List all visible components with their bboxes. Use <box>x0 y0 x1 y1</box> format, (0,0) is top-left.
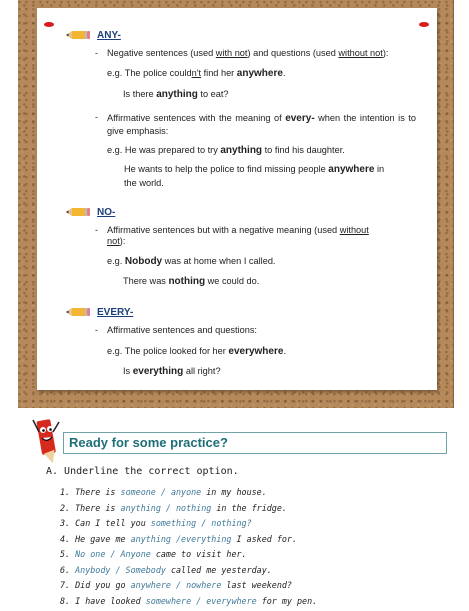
rule-text: Negative sentences (used with not) and questions (used without not): <box>107 48 389 58</box>
exercise-options[interactable]: anything / nothing <box>120 502 212 513</box>
exercise-text: I asked for. <box>231 533 298 544</box>
exercise-number: 2. <box>60 502 76 513</box>
exercise-text: came to visit her. <box>150 549 247 559</box>
pencil-icon <box>66 30 90 40</box>
example-sentence: e.g. He was prepared to try anything to find his daughter. <box>107 145 345 156</box>
exercise-text: There is <box>75 487 121 497</box>
exercise-instruction: A. Underline the correct option. <box>46 466 239 477</box>
example-sentence: There was nothing we could do. <box>123 276 260 287</box>
bullet-dash: - <box>95 48 98 58</box>
exercise-options[interactable]: something / nothing? <box>150 518 252 528</box>
exercise-item <box>60 565 272 575</box>
pencil-icon <box>66 207 90 217</box>
exercise-options[interactable]: someone / anyone <box>120 487 202 497</box>
example-sentence: He wants to help the police to find missing people anywhere in <box>124 164 385 175</box>
section-heading-every: EVERY- <box>97 307 134 318</box>
pencil-mascot-icon <box>30 414 64 466</box>
exercise-text: Can I tell you <box>75 518 151 528</box>
section-heading-no: NO- <box>97 207 116 218</box>
exercise-options[interactable]: Anybody / Somebody <box>75 564 166 575</box>
exercise-number: 8. <box>60 595 76 606</box>
exercise-text: in the fridge. <box>211 502 287 513</box>
exercise-number: 3. <box>60 518 76 528</box>
exercise-number: 5. <box>60 549 76 559</box>
exercise-text: called me yesterday. <box>165 564 272 575</box>
exercise-text: for my pen. <box>256 595 318 606</box>
rule-text: Affirmative sentences but with a negative meaning (used without not): <box>107 225 369 246</box>
exercise-text: Did you go <box>75 580 131 590</box>
exercise-item <box>60 580 292 590</box>
bullet-dash: - <box>95 112 98 122</box>
exercise-number: 1. <box>60 487 76 497</box>
exercise-number: 7. <box>60 580 76 590</box>
exercise-item <box>60 503 287 513</box>
exercise-item <box>60 518 252 528</box>
example-sentence: e.g. The police looked for her everywhere. <box>107 346 286 357</box>
bullet-dash: - <box>95 325 98 335</box>
exercise-number: 6. <box>60 564 76 575</box>
exercise-text: There is <box>75 502 121 513</box>
pushpin-icon <box>419 22 429 27</box>
example-sentence: Is everything all right? <box>123 366 221 377</box>
example-sentence: e.g. Nobody was at home when I called. <box>107 256 276 267</box>
exercise-number: 4. <box>60 533 76 544</box>
exercise-options[interactable]: No one / Anyone <box>75 549 151 559</box>
example-sentence: Is there anything to eat? <box>123 89 229 100</box>
example-sentence: e.g. The police couldn't find her anywhere. <box>107 68 286 79</box>
exercise-item <box>60 487 267 497</box>
exercise-options[interactable]: anything /everything <box>130 533 232 544</box>
example-sentence: the world. <box>124 178 164 188</box>
pencil-icon <box>66 307 90 317</box>
bullet-dash: - <box>95 225 98 235</box>
exercise-text: last weekend? <box>221 580 292 590</box>
exercise-item <box>60 549 247 559</box>
exercise-options[interactable]: anywhere / nowhere <box>130 580 222 590</box>
exercise-options[interactable]: somewhere / everywhere <box>145 595 257 606</box>
rule-text: Affirmative sentences and questions: <box>107 325 257 335</box>
exercise-text: He gave me <box>75 533 131 544</box>
exercise-text: in my house. <box>201 487 267 497</box>
exercise-item <box>60 596 317 606</box>
exercise-text: I have looked <box>75 595 146 606</box>
pushpin-icon <box>44 22 54 27</box>
section-heading-any: ANY- <box>97 30 121 41</box>
practice-title: Ready for some practice? <box>69 435 228 450</box>
rule-text: Affirmative sentences with the meaning of every- when the intention is to give emphasis: <box>107 113 416 136</box>
exercise-item <box>60 534 297 544</box>
